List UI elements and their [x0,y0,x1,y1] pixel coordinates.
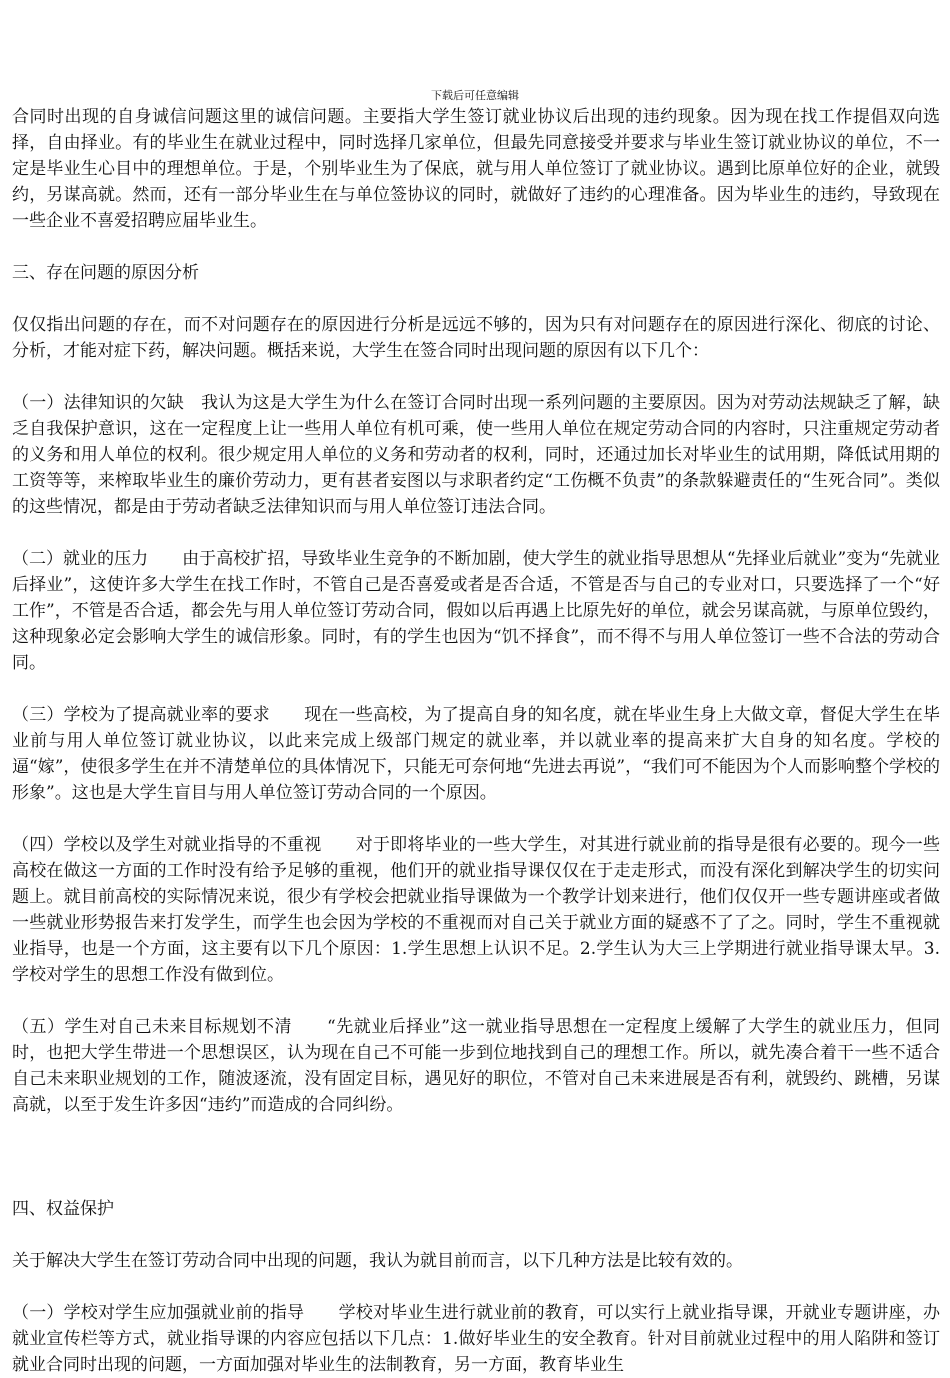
paragraph-integrity-issue: 合同时出现的自身诚信问题这里的诚信问题。主要指大学生签订就业协议后出现的违约现象。因为现在找工作提倡双向选择，自由择业。有的毕业生在就业过程中，同时选择几家单位，但最先同意接受并要求与毕业生签订就业协议的单位，不一定是毕业生心目中的理想单位。于是，个别毕业生为了保底，就与用人单位签订了就业协议。遇到比原单位好的企业，就毁约，另谋高就。然而，还有一部分毕业生在与单位签协议的同时，就做好了违约的心理准备。因为毕业生的违约，导致现在一些企业不喜爱招聘应届毕业生。 [12,107,940,231]
paragraph-rights-school-guidance: （一）学校对学生应加强就业前的指导 学校对毕业生进行就业前的教育，可以实行上就业指导课，开就业专题讲座，办就业宣传栏等方式，就业指导课的内容应包括以下几点：1.做好毕业生的安全教育。针对目前就业过程中的用人陷阱和签订就业合同时出现的问题，一方面加强对毕业生的法制教育，另一方面，教育毕业生 [12,1303,940,1375]
paragraph-cause-guidance-neglect: （四）学校以及学生对就业指导的不重视 对于即将毕业的一些大学生，对其进行就业前的指导是很有必要的。现今一些高校在做这一方面的工作时没有给予足够的重视，他们开的就业指导课仅仅在于走走形式，而没有深化到解决学生的切实问题上。就目前高校的实际情况来说，很少有学校会把就业指导课做为一个教学计划来进行，他们仅仅开一些专题讲座或者做一些就业形势报告来打发学生，而学生也会因为学校的不重视而对自己关于就业方面的疑惑不了了之。同时，学生不重视就业指导，也是一个方面，这主要有以下几个原因：1.学生思想上认识不足。2.学生认为大三上学期进行就业指导课太早。3.学校对学生的思想工作没有做到位。 [12,835,940,985]
paragraph-cause-employment-pressure: （二）就业的压力 由于高校扩招，导致毕业生竞争的不断加剧，使大学生的就业指导思想从“先择业后就业”变为“先就业后择业”，这使许多大学生在找工作时，不管自己是否喜爱或者是否合适，不管是否与自己的专业对口，只要选择了一个“好工作”，不管是否合适，都会先与用人单位签订劳动合同，假如以后再遇上比原先好的单位，就会另谋高就，与原单位毁约，这种现象必定会影响大学生的诚信形象。同时，有的学生也因为“饥不择食”，而不得不与用人单位签订一些不合法的劳动合同。 [12,549,940,673]
section-heading-rights-protection: 四、权益保护 [12,1199,114,1219]
section-heading-cause-analysis: 三、存在问题的原因分析 [12,263,199,283]
paragraph-cause-legal-knowledge: （一）法律知识的欠缺 我认为这是大学生为什么在签订合同时出现一系列问题的主要原因。因为对劳动法规缺乏了解，缺乏自我保护意识，这在一定程度上让一些用人单位有机可乘，使一些用人单位在规定劳动合同的内容时，只注重规定劳动者的义务和用人单位的权利。很少规定用人单位的义务和劳动者的权利，同时，还通过加长对毕业生的试用期，降低试用期的工资等等，来榨取毕业生的廉价劳动力，更有甚者妄图以与求职者约定“工伤概不负责”的条款躲避责任的“生死合同”。类似的这些情况，都是由于劳动者缺乏法律知识而与用人单位签订违法合同。 [12,393,940,517]
paragraph-rights-intro: 关于解决大学生在签订劳动合同中出现的问题，我认为就目前而言，以下几种方法是比较有效的。 [12,1251,743,1271]
document-body [12,104,940,1378]
paragraph-cause-school-employment-rate: （三）学校为了提高就业率的要求 现在一些高校，为了提高自身的知名度，就在毕业生身上大做文章，督促大学生在毕业前与用人单位签订就业协议，以此来完成上级部门规定的就业率，并以就业率的提高来扩大自身的知名度。学校的逼“嫁”，使很多学生在并不清楚单位的具体情况下，只能无可奈何地“先进去再说”，“我们可不能因为个人而影响整个学校的形象”。这也是大学生盲目与用人单位签订劳动合同的一个原因。 [12,705,940,803]
page-header-note: 下载后可任意编辑 [431,89,519,102]
paragraph-cause-intro: 仅仅指出问题的存在，而不对问题存在的原因进行分析是远远不够的，因为只有对问题存在的原因进行深化、彻底的讨论、分析，才能对症下药，解决问题。概括来说，大学生在签合同时出现问题的原因有以下几个： [12,315,940,361]
paragraph-cause-unclear-goals: （五）学生对自己未来目标规划不清 “先就业后择业”这一就业指导思想在一定程度上缓解了大学生的就业压力，但同时，也把大学生带进一个思想误区，认为现在自己不可能一步到位地找到自己的理想工作。所以，就先凑合着干一些不适合自己未来职业规划的工作，随波逐流，没有固定目标，遇见好的职位，不管对自己未来进展是否有利，就毁约、跳槽，另谋高就，以至于发生许多因“违约”而造成的合同纠纷。 [12,1017,940,1115]
